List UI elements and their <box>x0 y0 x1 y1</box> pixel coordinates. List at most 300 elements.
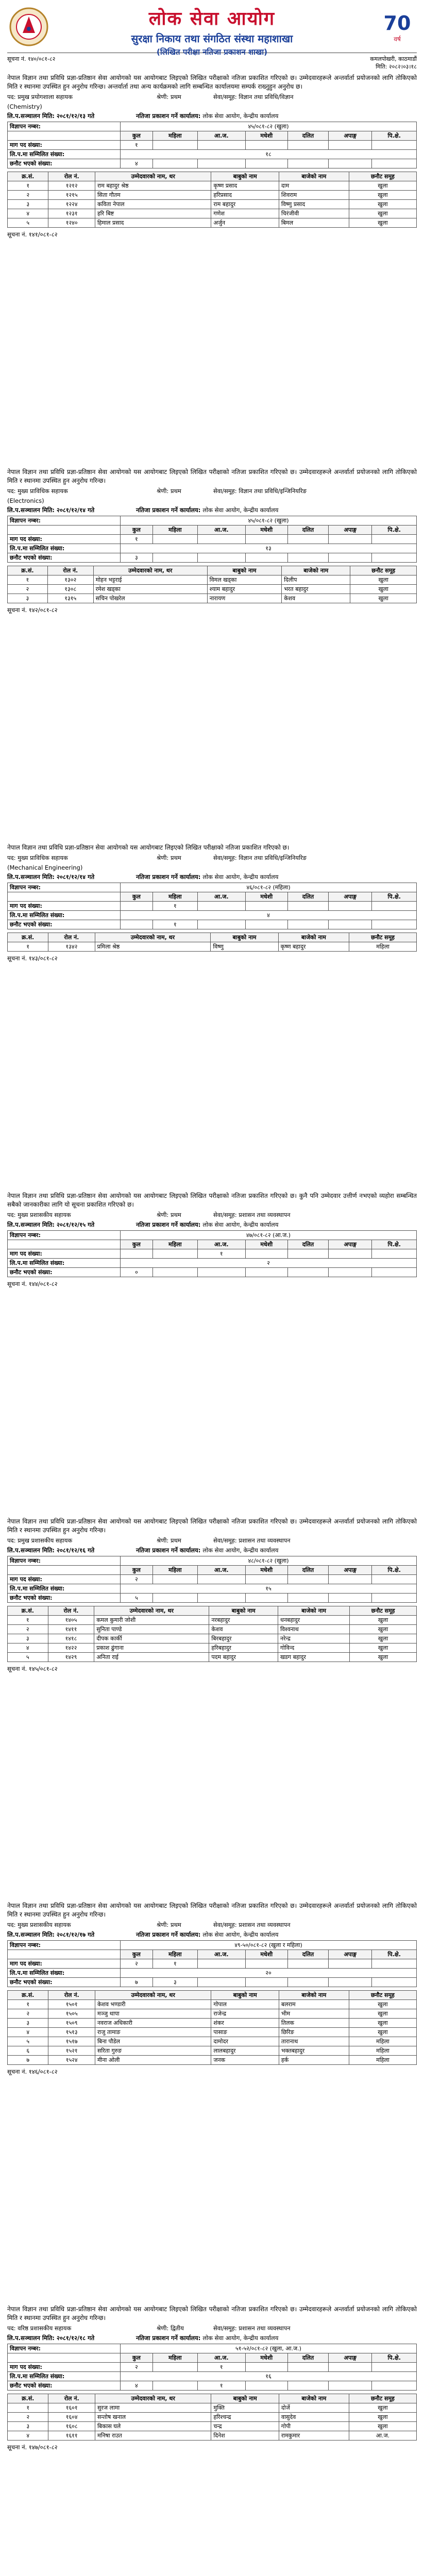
table-cell: मनिषा राउत <box>95 2431 211 2441</box>
table-cell: खुला <box>350 1624 417 1634</box>
table-cell: कृष्ण प्रसाद <box>211 181 279 191</box>
exam-date-label <box>7 506 136 514</box>
selected-cell <box>287 553 328 562</box>
selected-cell <box>329 2381 372 2391</box>
table-cell: खुला <box>349 2422 416 2431</box>
selected-cell <box>245 159 287 168</box>
table-cell: ३ <box>8 200 48 209</box>
letterhead <box>7 3 417 57</box>
ad-no-value: ४७/०८१-८२ (आ.ज.) <box>121 1230 417 1240</box>
publish-office-label: नतिजा प्रकाशन गर्ने कार्यालय: <box>136 112 203 120</box>
table-cell: नरेन्द्र <box>278 1634 349 1643</box>
section-gap <box>7 964 417 1189</box>
result-header-cell: छनौट समूह <box>349 2394 416 2403</box>
result-header-cell: बाबुको नाम <box>211 1991 279 2000</box>
table-cell: वासुदेव <box>279 2413 349 2422</box>
table-cell: हरिश्चन्द्र <box>211 2413 279 2422</box>
stat-header-cell: मधेशी <box>245 1240 287 1249</box>
stat-table <box>7 883 417 929</box>
stat-table <box>7 1940 417 1987</box>
table-row <box>8 1652 417 1662</box>
stat-table <box>7 1556 417 1603</box>
exam-date-value: २०८१/१२/१६ गते <box>56 1546 95 1554</box>
selected-cell <box>245 553 287 562</box>
stat-header-cell: कुल <box>121 1240 153 1249</box>
table-cell: १ <box>8 1615 48 1624</box>
post-level: श्रेणी: प्रथम <box>157 1536 181 1544</box>
notice-number-label: सूचना नं. <box>7 2068 29 2076</box>
table-row <box>8 1634 417 1643</box>
ad-no-value: ४५/०८१-८२ (खुला) <box>121 516 417 525</box>
table-row <box>8 200 417 209</box>
recommended-value: २० <box>121 1969 417 1978</box>
stat-recommended-row <box>8 2372 417 2381</box>
exam-info <box>7 1221 417 1229</box>
notice-number: सूचना नं. १४०/०८१-८२ <box>7 56 56 62</box>
selected-cell: १ <box>152 920 197 929</box>
post-level: श्रेणी: प्रथम <box>157 854 181 861</box>
exam-info <box>7 1547 417 1554</box>
section-gap <box>7 2453 417 2576</box>
table-cell: अर्जुन <box>211 218 279 228</box>
applicants-cell <box>197 1574 245 1584</box>
result-header-cell: छनौट समूह <box>350 1606 417 1615</box>
publish-office-value: लोक सेवा आयोग, केन्द्रीय कार्यालय <box>202 112 279 120</box>
stat-header-row <box>8 131 417 141</box>
stat-header-cell: पि.क्षे. <box>372 1240 417 1249</box>
table-cell: ३ <box>8 2422 48 2431</box>
post-level: श्रेणी: प्रथम <box>157 1211 181 1218</box>
result-header-cell: उम्मेदवारको नाम, थर <box>93 566 207 575</box>
recommended-value: १६ <box>121 2372 417 2381</box>
post-subject: (Mechanical Engineering) <box>7 863 83 871</box>
applicants-cell <box>329 141 372 150</box>
table-cell: पासाङ <box>211 2028 279 2037</box>
table-row <box>8 2009 417 2019</box>
table-cell: दामोदर <box>211 2037 279 2046</box>
ad-no-value: ४९-५०/०८१-८२ (खुला र महिला) <box>121 1941 417 1950</box>
selected-label: छनौट भएको संख्या: <box>8 920 121 929</box>
svg-text:70: 70 <box>383 12 411 35</box>
post-subject: (Electronics) <box>7 497 44 504</box>
section-notice-number <box>7 1280 417 1288</box>
section-intro: नेपाल विज्ञान तथा प्रविधि प्रज्ञा-प्रतिष्ठान सेवा आयोगको यस आयोगबाट लिइएको लिखित परीक्षाको नतिजा प्रकाशित गरिएको छ। उम्मेदवारहरूले अन्तर्वार्ता प्रयोजनको लागि तोकिएको मिति र स्थानमा उपस्थित हुन अनुरोध गरिन्छ। <box>7 1902 417 1919</box>
stat-applicants-row <box>8 1249 417 1258</box>
applicants-cell <box>287 534 328 544</box>
stat-header-cell: अपाङ्ग <box>329 1240 372 1249</box>
selected-cell: ४ <box>121 2381 153 2391</box>
table-cell: १६११ <box>48 2431 95 2441</box>
stat-recommended-row <box>8 1584 417 1593</box>
table-cell: ३ <box>8 1634 48 1643</box>
stat-recommended-row <box>8 1969 417 1978</box>
table-row <box>8 2056 417 2065</box>
table-cell: तिलक <box>279 2019 349 2028</box>
table-cell: १३०२ <box>47 575 93 584</box>
applicants-cell: २ <box>121 1959 153 1969</box>
selected-cell <box>329 1978 372 1987</box>
post-service: सेवा/समूह: प्रशासन तथा व्यवस्थापन <box>213 1211 291 1218</box>
publish-office <box>136 506 417 514</box>
stat-applicants-row <box>8 1959 417 1969</box>
stat-ad-row <box>8 2344 417 2353</box>
post-heading <box>7 487 417 495</box>
applicants-cell: १ <box>121 534 153 544</box>
table-cell: चिरंजीवी <box>279 209 349 218</box>
selected-cell <box>372 1978 417 1987</box>
applicants-cell: १ <box>121 141 153 150</box>
result-header-cell: छनौट समूह <box>349 172 416 181</box>
stat-applicants-row <box>8 1574 417 1584</box>
section-gap <box>7 2078 417 2302</box>
applicants-cell <box>329 2363 372 2372</box>
selected-cell <box>372 159 417 168</box>
post-name: पद: मुख्य प्रशासकीय सहायक <box>7 1921 71 1929</box>
table-cell: ६ <box>8 2046 48 2056</box>
applicants-cell: १ <box>197 2363 245 2372</box>
result-table <box>7 2394 417 2441</box>
post-level: श्रेणी: प्रथम <box>157 93 181 100</box>
result-header-cell: बाबुको नाम <box>211 172 279 181</box>
selected-label: छनौट भएको संख्या: <box>8 1978 121 1987</box>
table-cell: बिना पौडेल <box>95 2037 211 2046</box>
table-cell: रामकुमार <box>279 2431 349 2441</box>
result-header-cell: क्र.सं. <box>8 1606 48 1615</box>
table-cell: महिला <box>349 2046 416 2056</box>
table-cell: श्याम बहादुर <box>207 584 281 594</box>
stat-recommended-row <box>8 544 417 553</box>
post-heading <box>7 2325 417 2332</box>
section-intro: नेपाल विज्ञान तथा प्रविधि प्रज्ञा-प्रतिष्ठान सेवा आयोगको यस आयोगबाट लिइएको लिखित परीक्षाको नतिजा प्रकाशित गरिएको छ। उम्मेदवारहरूले अन्तर्वार्ता प्रयोजनको लागि तोकिएको मिति र स्थानमा उपस्थित हुन अनुरोध गरिन्छ। <box>7 2306 417 2322</box>
ad-no-value: ४८/०८१-८२ (खुला) <box>121 1556 417 1565</box>
applicants-cell <box>287 141 328 150</box>
applicants-cell <box>197 141 245 150</box>
selected-label: छनौट भएको संख्या: <box>8 1267 121 1277</box>
table-row <box>8 2422 417 2431</box>
selected-cell: ५ <box>121 1593 153 1602</box>
table-row <box>8 191 417 200</box>
applicants-cell <box>372 901 417 910</box>
notice-number-label: सूचना नं. <box>7 1280 29 1287</box>
table-cell: १२१५ <box>48 191 95 200</box>
table-row <box>8 2403 417 2413</box>
stat-header-cell: कुल <box>121 1565 153 1574</box>
stat-header-blank <box>8 131 121 141</box>
publish-office <box>136 1221 417 1229</box>
table-cell: कृष्ण बहादुर <box>278 942 349 951</box>
exam-date-label <box>7 2334 136 2342</box>
table-cell: बिमल <box>279 218 349 228</box>
table-cell: भरत बहादुर <box>282 584 350 594</box>
stat-header-cell: आ.ज. <box>197 131 245 141</box>
result-header-cell: छनौट समूह <box>349 1991 416 2000</box>
selected-cell <box>372 920 417 929</box>
table-cell: १ <box>8 2000 48 2009</box>
exam-info <box>7 873 417 881</box>
post-name: पद: मुख्य प्राविधिक सहायक <box>7 487 68 495</box>
section-notice-number <box>7 1665 417 1673</box>
stat-header-cell: पि.क्षे. <box>372 892 417 901</box>
stat-header-cell: महिला <box>152 1565 197 1574</box>
result-header-cell: उम्मेदवारको नाम, थर <box>95 1991 211 2000</box>
stat-header-row <box>8 892 417 901</box>
stat-header-row <box>8 1565 417 1574</box>
section-notice-number <box>7 2068 417 2076</box>
selected-cell <box>287 2381 328 2391</box>
result-header-cell: क्र.सं. <box>8 566 48 575</box>
applicants-cell <box>329 1959 372 1969</box>
stat-header-row <box>8 2353 417 2363</box>
result-header-cell: बाजेको नाम <box>279 172 349 181</box>
ad-no-label: विज्ञापन नम्बर: <box>8 1556 121 1565</box>
exam-date-label-text: लि.प.सञ्चालन मिति: <box>7 1221 57 1228</box>
publish-office <box>136 1931 417 1939</box>
table-cell: केशव <box>282 594 350 603</box>
recommended-label: लि.प.मा सम्मिलित संख्या: <box>8 1969 121 1978</box>
table-cell: धनबहादुर <box>278 1615 349 1624</box>
table-cell: अनिता राई <box>94 1652 209 1662</box>
exam-date-label <box>7 1931 136 1939</box>
notice-number-value: १४४/०८१-८२ <box>28 1280 58 1287</box>
table-cell: जनक <box>211 2056 279 2065</box>
section-intro: नेपाल विज्ञान तथा प्रविधि प्रज्ञा-प्रतिष्ठान सेवा आयोगको यस आयोगबाट लिइएको लिखित परीक्षाको नतिजा प्रकाशित गरिएको छ। उम्मेदवारहरूले अन्तर्वार्ता प्रयोजनको लागि तोकिएको मिति र स्थानमा उपस्थित हुन अनुरोध गरिन्छ। <box>7 468 417 484</box>
table-cell: नारायण <box>207 594 281 603</box>
exam-date-label <box>7 1221 136 1229</box>
recommended-label: लि.प.मा सम्मिलित संख्या: <box>8 544 121 553</box>
table-cell: आ.ज. <box>349 2431 416 2441</box>
table-cell: २ <box>8 191 48 200</box>
exam-date-label <box>7 873 136 881</box>
section-notice-number <box>7 2444 417 2451</box>
table-cell: केशव <box>209 1624 278 1634</box>
stat-header-cell: मधेशी <box>245 1950 287 1959</box>
result-section <box>7 1517 417 1899</box>
publish-office-value: लोक सेवा आयोग, केन्द्रीय कार्यालय <box>202 1546 279 1554</box>
table-cell: १३१५ <box>47 594 93 603</box>
result-header-cell: रोल नं. <box>48 1606 94 1615</box>
post-name: पद: प्रमुख प्रशासकीय सहायक <box>7 1536 73 1544</box>
table-cell: महिला <box>349 942 417 951</box>
stat-header-cell: महिला <box>152 525 197 534</box>
table-cell: १५०९ <box>48 2019 95 2028</box>
table-cell: ७ <box>8 2056 48 2065</box>
table-cell: ४ <box>8 209 48 218</box>
recommended-value: १८ <box>121 150 417 159</box>
table-cell: विमल खड्का <box>207 575 281 584</box>
stat-header-cell: दलित <box>287 2353 328 2363</box>
selected-cell <box>121 920 153 929</box>
selected-cell <box>372 1267 417 1277</box>
publish-office <box>136 2334 417 2342</box>
selected-cell <box>152 2381 197 2391</box>
result-section <box>7 1902 417 2302</box>
table-cell: शिवराम <box>279 191 349 200</box>
stat-selected-row <box>8 1267 417 1277</box>
exam-date-label-text: लि.प.सञ्चालन मिति: <box>7 506 57 514</box>
table-cell: खुला <box>349 2413 416 2422</box>
applicants-label: माग पद संख्या: <box>8 901 121 910</box>
table-row <box>8 2413 417 2422</box>
recommended-label: लि.प.मा सम्मिलित संख्या: <box>8 1584 121 1593</box>
selected-cell: ३ <box>121 553 153 562</box>
publish-office <box>136 873 417 881</box>
publish-office-label: नतिजा प्रकाशन गर्ने कार्यालय: <box>136 2334 203 2342</box>
table-row <box>8 2028 417 2037</box>
publish-office-label: नतिजा प्रकाशन गर्ने कार्यालय: <box>136 1546 203 1554</box>
stat-header-cell: कुल <box>121 2353 153 2363</box>
table-cell: शंकर <box>211 2019 279 2028</box>
table-cell: तारानाथ <box>279 2037 349 2046</box>
table-cell: १४२२ <box>48 1643 94 1652</box>
ad-no-label: विज्ञापन नम्बर: <box>8 1941 121 1950</box>
table-cell: ४ <box>8 2028 48 2037</box>
result-header-row <box>8 1991 417 2000</box>
exam-date-label <box>7 1547 136 1554</box>
table-cell: १६०१ <box>48 2403 95 2413</box>
stat-header-cell: कुल <box>121 131 153 141</box>
recommended-label: लि.प.मा सम्मिलित संख्या: <box>8 2372 121 2381</box>
result-table <box>7 1606 417 1662</box>
stat-selected-row <box>8 1593 417 1602</box>
table-cell: पदम बहादुर <box>209 1652 278 1662</box>
result-header-row <box>8 2394 417 2403</box>
exam-date-value: २०८१/१२/१४ गते <box>56 506 95 514</box>
applicants-cell: १ <box>197 1249 245 1258</box>
result-sections <box>7 74 417 2576</box>
notice-number-value: १४३/०८१-८२ <box>28 954 58 962</box>
stat-table <box>7 122 417 168</box>
table-cell: १५१३ <box>48 2028 95 2037</box>
exam-date-label-text: लि.प.सञ्चालन मिति: <box>7 1546 57 1554</box>
notice-date: मिति: २०८२।०३।१८ <box>376 63 417 70</box>
applicants-cell <box>197 534 245 544</box>
selected-cell: ७ <box>121 1978 153 1987</box>
stat-selected-row <box>8 553 417 562</box>
stat-header-cell: महिला <box>152 1950 197 1959</box>
result-header-cell: बाबुको नाम <box>209 1606 278 1615</box>
notice-number-value: १४२/०८१-८२ <box>28 606 58 614</box>
table-cell: प्रकाश ढुंगाना <box>94 1643 209 1652</box>
table-row <box>8 942 417 951</box>
selected-cell <box>287 1267 328 1277</box>
section-gap <box>7 616 417 840</box>
table-cell: केशव भण्डारी <box>95 2000 211 2009</box>
recommended-value: २ <box>121 1258 417 1267</box>
table-row <box>8 594 417 603</box>
post-service: सेवा/समूह: विज्ञान तथा प्रविधि/इन्जिनियरिङ <box>213 487 307 495</box>
stat-applicants-row <box>8 141 417 150</box>
section-gap <box>7 1290 417 1514</box>
notice-number-value: १४६/०८१-८२ <box>28 2068 58 2076</box>
selected-cell: ३ <box>152 1978 197 1987</box>
selected-cell <box>372 1593 417 1602</box>
recommended-value: १३ <box>121 544 417 553</box>
table-cell: मुक्ति <box>211 2403 279 2413</box>
exam-date-label-text: लि.प.सञ्चालन मिति: <box>7 2334 57 2342</box>
applicants-cell <box>152 1574 197 1584</box>
table-row <box>8 1643 417 1652</box>
post-name: पद: मुख्य प्रशासकीय सहायक <box>7 1211 71 1218</box>
applicants-cell <box>197 901 245 910</box>
ad-no-label: विज्ञापन नम्बर: <box>8 883 121 892</box>
applicants-cell <box>372 1959 417 1969</box>
result-header-cell: रोल नं. <box>48 2394 95 2403</box>
selected-cell <box>287 1593 328 1602</box>
result-section <box>7 2305 417 2576</box>
applicants-cell <box>287 901 328 910</box>
stat-header-cell: आ.ज. <box>197 2353 245 2363</box>
table-cell: बिरबहादुर <box>209 1634 278 1643</box>
publish-office <box>136 112 417 120</box>
table-cell: प्रमिला श्रेष्ठ <box>95 942 211 951</box>
stat-header-cell: दलित <box>287 892 328 901</box>
post-subject: (Chemistry) <box>7 103 42 110</box>
result-header-cell: रोल नं. <box>48 172 95 181</box>
selected-cell <box>329 920 372 929</box>
selected-cell <box>287 1978 328 1987</box>
table-cell: १४२९ <box>48 1652 94 1662</box>
table-cell: खुला <box>350 594 417 603</box>
table-cell: १२३१ <box>48 209 95 218</box>
table-cell: १६०४ <box>48 2413 95 2422</box>
applicants-cell <box>152 1249 197 1258</box>
table-cell: बलराम <box>279 2000 349 2009</box>
post-service: सेवा/समूह: विज्ञान तथा प्रविधि/विज्ञान <box>213 93 294 100</box>
stat-header-cell: आ.ज. <box>197 1565 245 1574</box>
table-cell: १५२४ <box>48 2056 95 2065</box>
result-header-row <box>8 566 417 575</box>
result-table <box>7 566 417 603</box>
table-cell: महिला <box>349 2037 416 2046</box>
table-cell: २ <box>8 1624 48 1634</box>
selected-label: छनौट भएको संख्या: <box>8 2381 121 2391</box>
table-row <box>8 1615 417 1624</box>
recommended-label: लि.प.मा सम्मिलित संख्या: <box>8 1258 121 1267</box>
applicants-label: माग पद संख्या: <box>8 1574 121 1584</box>
post-heading <box>7 1921 417 1929</box>
table-cell: कमल कुमारी जोशी <box>94 1615 209 1624</box>
post-name: पद: वरिष्ठ प्रशासकीय सहायक <box>7 2325 72 2332</box>
table-cell: २ <box>8 2413 48 2422</box>
selected-label: छनौट भएको संख्या: <box>8 159 121 168</box>
publish-office-value: लोक सेवा आयोग, केन्द्रीय कार्यालय <box>202 506 279 514</box>
post-heading <box>7 854 417 862</box>
ad-no-value: ४५/०८१-८२ (खुला) <box>121 122 417 131</box>
exam-date-value: २०८१/१२/१७ गते <box>56 1931 95 1939</box>
applicants-label: माग पद संख्या: <box>8 1249 121 1258</box>
applicants-cell <box>329 901 372 910</box>
ad-no-label: विज्ञापन नम्बर: <box>8 516 121 525</box>
post-heading <box>7 1537 417 1545</box>
table-cell: १४११ <box>48 1624 94 1634</box>
result-header-cell: बाबुको नाम <box>211 2394 279 2403</box>
selected-cell <box>329 159 372 168</box>
table-cell: नवराज अधिकारी <box>95 2019 211 2028</box>
table-cell: मीना ओली <box>95 2056 211 2065</box>
publish-office-value: लोक सेवा आयोग, केन्द्रीय कार्यालय <box>202 1221 279 1228</box>
table-cell: १३४२ <box>48 942 95 951</box>
applicants-cell <box>245 141 287 150</box>
section-intro: नेपाल विज्ञान तथा प्रविधि प्रज्ञा-प्रतिष्ठान सेवा आयोगको यस आयोगबाट लिइएको लिखित परीक्षाको नतिजा प्रकाशित गरिएको छ। उम्मेदवारहरूले अन्तर्वार्ता प्रयोजनको लागि तोकिएको मिति र स्थानमा उपस्थित हुन अनुरोध गरिन्छ। <box>7 1517 417 1534</box>
result-header-cell: उम्मेदवारको नाम, थर <box>95 172 211 181</box>
table-cell: बिकास घले <box>95 2422 211 2431</box>
table-cell: खुला <box>350 1634 417 1643</box>
publish-office-label: नतिजा प्रकाशन गर्ने कार्यालय: <box>136 1221 203 1228</box>
table-cell: दाम <box>279 181 349 191</box>
ad-no-label: विज्ञापन नम्बर: <box>8 2344 121 2353</box>
anniversary-logo-icon <box>379 4 416 49</box>
stat-recommended-row <box>8 910 417 920</box>
